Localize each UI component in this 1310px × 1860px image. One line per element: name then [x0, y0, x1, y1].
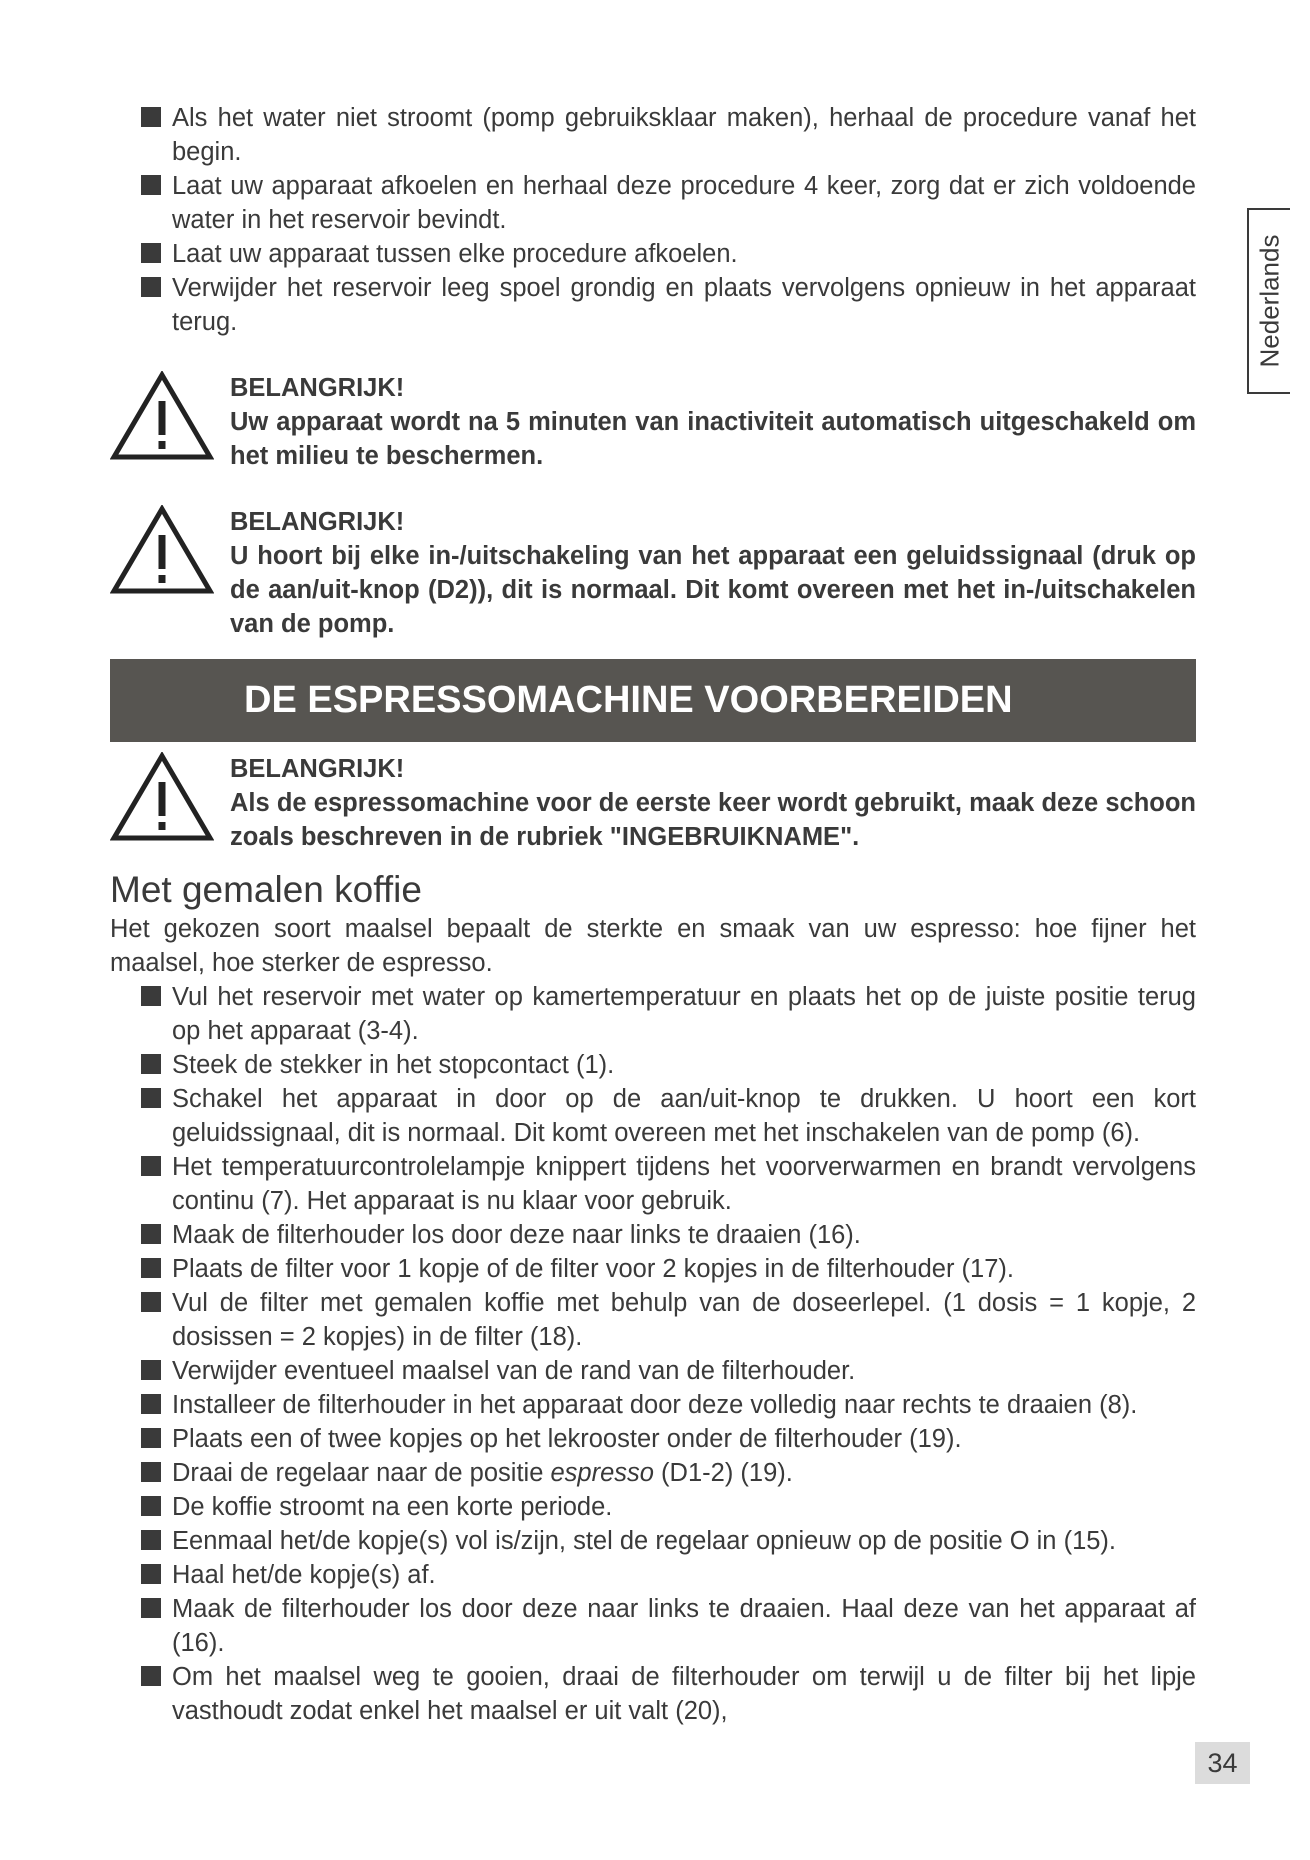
list-item: Eenmaal het/de kopje(s) vol is/zijn, stel de regelaar opnieuw op de positie O in (15). — [110, 1524, 1196, 1558]
section-heading: DE ESPRESSOMACHINE VOORBEREIDEN — [110, 659, 1196, 742]
list-item: De koffie stroomt na een korte periode. — [110, 1490, 1196, 1524]
list-item: Verwijder eventueel maalsel van de rand van de filterhouder. — [110, 1354, 1196, 1388]
square-bullet-icon — [141, 243, 161, 263]
square-bullet-icon — [141, 1428, 161, 1448]
warning-block — [110, 371, 1196, 473]
warning-block — [110, 752, 1196, 854]
list-item: Haal het/de kopje(s) af. — [110, 1558, 1196, 1592]
warning-text: Uw apparaat wordt na 5 minuten van inactiviteit automatisch uitgeschakeld om het milieu te beschermen. — [230, 408, 1196, 470]
square-bullet-icon — [141, 1496, 161, 1516]
warning-text: Als de espressomachine voor de eerste keer wordt gebruikt, maak deze schoon zoals beschreven in de rubriek "INGEBRUIKNAME". — [230, 789, 1196, 851]
square-bullet-icon — [141, 1462, 161, 1482]
list-item: Vul het reservoir met water op kamertemperatuur en plaats het op de juiste positie terug op het apparaat (3-4). — [110, 980, 1196, 1048]
steps-list — [110, 980, 1196, 1728]
language-tab-label: Nederlands — [1254, 234, 1284, 368]
language-tab — [1247, 208, 1290, 394]
list-item: Laat uw apparaat afkoelen en herhaal deze procedure 4 keer, zorg dat er zich voldoende water in het reservoir bevindt. — [110, 169, 1196, 237]
warning-triangle-icon — [110, 752, 214, 842]
espresso-italic: espresso — [550, 1459, 654, 1487]
list-item: Installeer de filterhouder in het apparaat door deze volledig naar rechts te draaien (8). — [110, 1388, 1196, 1422]
square-bullet-icon — [141, 1156, 161, 1176]
square-bullet-icon — [141, 1530, 161, 1550]
square-bullet-icon — [141, 1360, 161, 1380]
list-item: Maak de filterhouder los door deze naar links te draaien. Haal deze van het apparaat af (16). — [110, 1592, 1196, 1660]
square-bullet-icon — [141, 986, 161, 1006]
square-bullet-icon — [141, 1394, 161, 1414]
page-number: 34 — [1195, 1742, 1250, 1784]
list-item: Schakel het apparaat in door op de aan/uit-knop te drukken. U hoort een kort geluidssignaal, dit is normaal. Dit komt overeen met het inschakelen van de pomp (6). — [110, 1082, 1196, 1150]
square-bullet-icon — [141, 1666, 161, 1686]
square-bullet-icon — [141, 1088, 161, 1108]
list-item: Plaats een of twee kopjes op het lekrooster onder de filterhouder (19). — [110, 1422, 1196, 1456]
warning-title: BELANGRIJK! — [230, 755, 405, 783]
square-bullet-icon — [141, 1292, 161, 1312]
warning-title: BELANGRIJK! — [230, 508, 405, 536]
list-item: Maak de filterhouder los door deze naar links te draaien (16). — [110, 1218, 1196, 1252]
list-item: Laat uw apparaat tussen elke procedure afkoelen. — [110, 237, 1196, 271]
list-item: Draai de regelaar naar de positie espresso (D1-2) (19). — [110, 1456, 1196, 1490]
warning-triangle-icon — [110, 371, 214, 461]
list-item: Vul de filter met gemalen koffie met behulp van de doseerlepel. (1 dosis = 1 kopje, 2 dosissen = 2 kopjes) in de filter (18). — [110, 1286, 1196, 1354]
subheading: Met gemalen koffie — [110, 869, 422, 910]
list-item: Steek de stekker in het stopcontact (1). — [110, 1048, 1196, 1082]
page-content — [110, 101, 1196, 1728]
square-bullet-icon — [141, 175, 161, 195]
warning-title: BELANGRIJK! — [230, 374, 405, 402]
list-item: Verwijder het reservoir leeg spoel grondig en plaats vervolgens opnieuw in het apparaat terug. — [110, 271, 1196, 339]
square-bullet-icon — [141, 107, 161, 127]
square-bullet-icon — [141, 1224, 161, 1244]
list-item: Plaats de filter voor 1 kopje of de filter voor 2 kopjes in de filterhouder (17). — [110, 1252, 1196, 1286]
square-bullet-icon — [141, 1564, 161, 1584]
list-item: Om het maalsel weg te gooien, draai de filterhouder om terwijl u de filter bij het lipje vasthoudt zodat enkel het maalsel er uit valt (20), — [110, 1660, 1196, 1728]
list-item: Als het water niet stroomt (pomp gebruiksklaar maken), herhaal de procedure vanaf het begin. — [110, 101, 1196, 169]
square-bullet-icon — [141, 1598, 161, 1618]
square-bullet-icon — [141, 277, 161, 297]
square-bullet-icon — [141, 1258, 161, 1278]
warning-block — [110, 505, 1196, 641]
warning-text: U hoort bij elke in-/uitschakeling van het apparaat een geluidssignaal (druk op de aan/uit-knop (D2)), dit is normaal. Dit komt overeen met het in-/uitschakelen van de pomp. — [230, 542, 1196, 638]
top-bullet-list — [110, 101, 1196, 339]
intro-paragraph: Het gekozen soort maalsel bepaalt de sterkte en smaak van uw espresso: hoe fijner het maalsel, hoe sterker de espresso. — [110, 915, 1196, 977]
warning-triangle-icon — [110, 505, 214, 595]
list-item: Het temperatuurcontrolelampje knippert tijdens het voorverwarmen en brandt vervolgens continu (7). Het apparaat is nu klaar voor gebruik. — [110, 1150, 1196, 1218]
square-bullet-icon — [141, 1054, 161, 1074]
